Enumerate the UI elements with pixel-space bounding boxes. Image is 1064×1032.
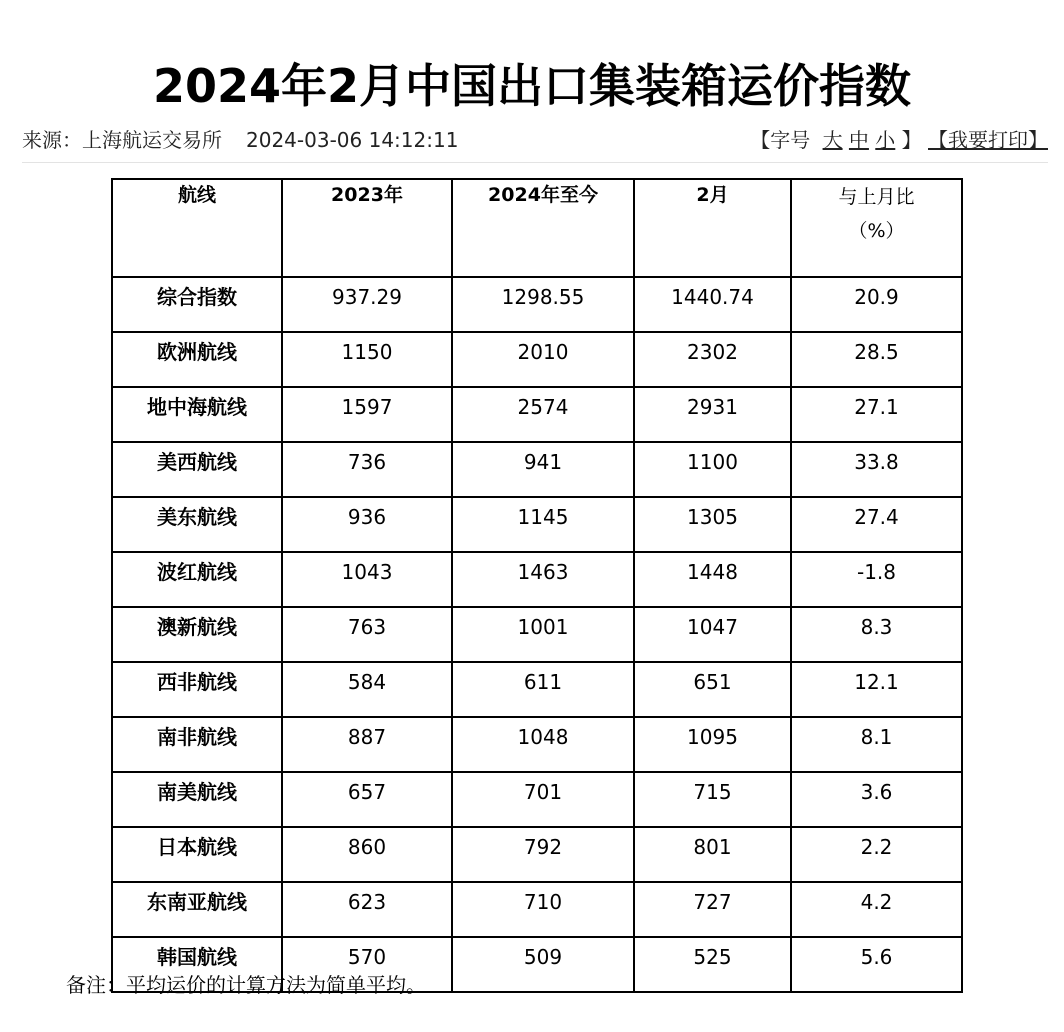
route-name: 日本航线 xyxy=(112,827,282,882)
value-2023: 887 xyxy=(282,717,452,772)
value-mom: 8.3 xyxy=(791,607,962,662)
value-2024-ytd: 1298.55 xyxy=(452,277,634,332)
route-name: 欧洲航线 xyxy=(112,332,282,387)
value-2024-ytd: 2574 xyxy=(452,387,634,442)
font-size-medium-link[interactable]: 中 xyxy=(848,128,869,152)
route-name: 美西航线 xyxy=(112,442,282,497)
value-february: 2302 xyxy=(634,332,791,387)
route-name: 地中海航线 xyxy=(112,387,282,442)
table-row xyxy=(112,662,962,717)
value-2023: 657 xyxy=(282,772,452,827)
value-2023: 936 xyxy=(282,497,452,552)
table-row xyxy=(112,827,962,882)
source-label: 来源：上海航运交易所 xyxy=(22,128,222,152)
value-mom: 12.1 xyxy=(791,662,962,717)
value-february: 727 xyxy=(634,882,791,937)
value-2024-ytd: 1463 xyxy=(452,552,634,607)
value-2024-ytd: 1048 xyxy=(452,717,634,772)
value-mom: -1.8 xyxy=(791,552,962,607)
header-divider xyxy=(22,162,1048,163)
value-2023: 763 xyxy=(282,607,452,662)
header-2023-year: 2023 xyxy=(331,184,384,206)
header-mom-line1: 与上月比 xyxy=(838,186,915,208)
header-2023-suffix: 年 xyxy=(383,184,403,206)
table-row xyxy=(112,772,962,827)
table-row xyxy=(112,552,962,607)
value-mom: 2.2 xyxy=(791,827,962,882)
header-2024-year: 2024 xyxy=(488,184,541,206)
value-february: 1305 xyxy=(634,497,791,552)
value-2023: 1043 xyxy=(282,552,452,607)
value-february: 801 xyxy=(634,827,791,882)
value-2024-ytd: 611 xyxy=(452,662,634,717)
value-february: 651 xyxy=(634,662,791,717)
font-size-bracket-close: 】 xyxy=(901,128,922,152)
value-mom: 3.6 xyxy=(791,772,962,827)
value-2023: 1597 xyxy=(282,387,452,442)
table-header-row xyxy=(112,179,962,277)
value-2024-ytd: 1001 xyxy=(452,607,634,662)
header-2024-suffix: 年至今 xyxy=(540,184,598,206)
value-2023: 860 xyxy=(282,827,452,882)
header-2023 xyxy=(282,179,452,277)
value-mom: 4.2 xyxy=(791,882,962,937)
table-row xyxy=(112,442,962,497)
font-size-small-link[interactable]: 小 xyxy=(875,128,896,152)
route-name: 南非航线 xyxy=(112,717,282,772)
value-mom: 28.5 xyxy=(791,332,962,387)
value-2024-ytd: 941 xyxy=(452,442,634,497)
value-2024-ytd: 509 xyxy=(452,937,634,992)
value-2023: 736 xyxy=(282,442,452,497)
value-2024-ytd: 701 xyxy=(452,772,634,827)
value-2024-ytd: 710 xyxy=(452,882,634,937)
header-mom-line2: （%） xyxy=(848,220,905,242)
print-link[interactable]: 【我要打印】 xyxy=(928,128,1048,152)
table-row xyxy=(112,607,962,662)
header-route xyxy=(112,179,282,277)
header-feb-num: 2 xyxy=(696,184,710,206)
value-2024-ytd: 2010 xyxy=(452,332,634,387)
value-2023: 937.29 xyxy=(282,277,452,332)
value-february: 1095 xyxy=(634,717,791,772)
font-size-large-link[interactable]: 大 xyxy=(822,128,843,152)
route-name: 东南亚航线 xyxy=(112,882,282,937)
route-name: 西非航线 xyxy=(112,662,282,717)
header-feb-suffix: 月 xyxy=(709,184,729,206)
value-mom: 8.1 xyxy=(791,717,962,772)
route-name: 综合指数 xyxy=(112,277,282,332)
footnote: 备注：平均运价的计算方法为简单平均。 xyxy=(66,973,426,997)
value-mom: 27.4 xyxy=(791,497,962,552)
freight-index-table xyxy=(111,178,963,993)
route-name: 美东航线 xyxy=(112,497,282,552)
table-row xyxy=(112,497,962,552)
value-mom: 33.8 xyxy=(791,442,962,497)
article-meta xyxy=(22,126,1048,154)
table-row xyxy=(112,277,962,332)
route-name: 澳新航线 xyxy=(112,607,282,662)
value-february: 715 xyxy=(634,772,791,827)
page-tools xyxy=(750,126,1048,154)
route-name: 波红航线 xyxy=(112,552,282,607)
value-february: 1448 xyxy=(634,552,791,607)
value-mom: 27.1 xyxy=(791,387,962,442)
route-name: 南美航线 xyxy=(112,772,282,827)
value-2023: 584 xyxy=(282,662,452,717)
value-february: 1047 xyxy=(634,607,791,662)
value-mom: 5.6 xyxy=(791,937,962,992)
value-2024-ytd: 1145 xyxy=(452,497,634,552)
value-february: 1440.74 xyxy=(634,277,791,332)
publish-datetime: 2024-03-06 14:12:11 xyxy=(246,128,459,152)
value-2024-ytd: 792 xyxy=(452,827,634,882)
table-row xyxy=(112,717,962,772)
value-2023: 570 xyxy=(282,937,452,992)
font-size-bracket-open: 【字号 xyxy=(750,128,811,152)
value-mom: 20.9 xyxy=(791,277,962,332)
route-name: 韩国航线 xyxy=(112,937,282,992)
value-february: 2931 xyxy=(634,387,791,442)
header-month-over-month xyxy=(791,179,962,277)
table-row xyxy=(112,882,962,937)
header-route-label: 航线 xyxy=(177,184,216,206)
header-february xyxy=(634,179,791,277)
header-2024-ytd xyxy=(452,179,634,277)
value-february: 1100 xyxy=(634,442,791,497)
page-title: 2024年2月中国出口集装箱运价指数 xyxy=(152,58,912,113)
value-february: 525 xyxy=(634,937,791,992)
table-row xyxy=(112,387,962,442)
source-info xyxy=(22,126,458,154)
table-row xyxy=(112,332,962,387)
value-2023: 623 xyxy=(282,882,452,937)
value-2023: 1150 xyxy=(282,332,452,387)
